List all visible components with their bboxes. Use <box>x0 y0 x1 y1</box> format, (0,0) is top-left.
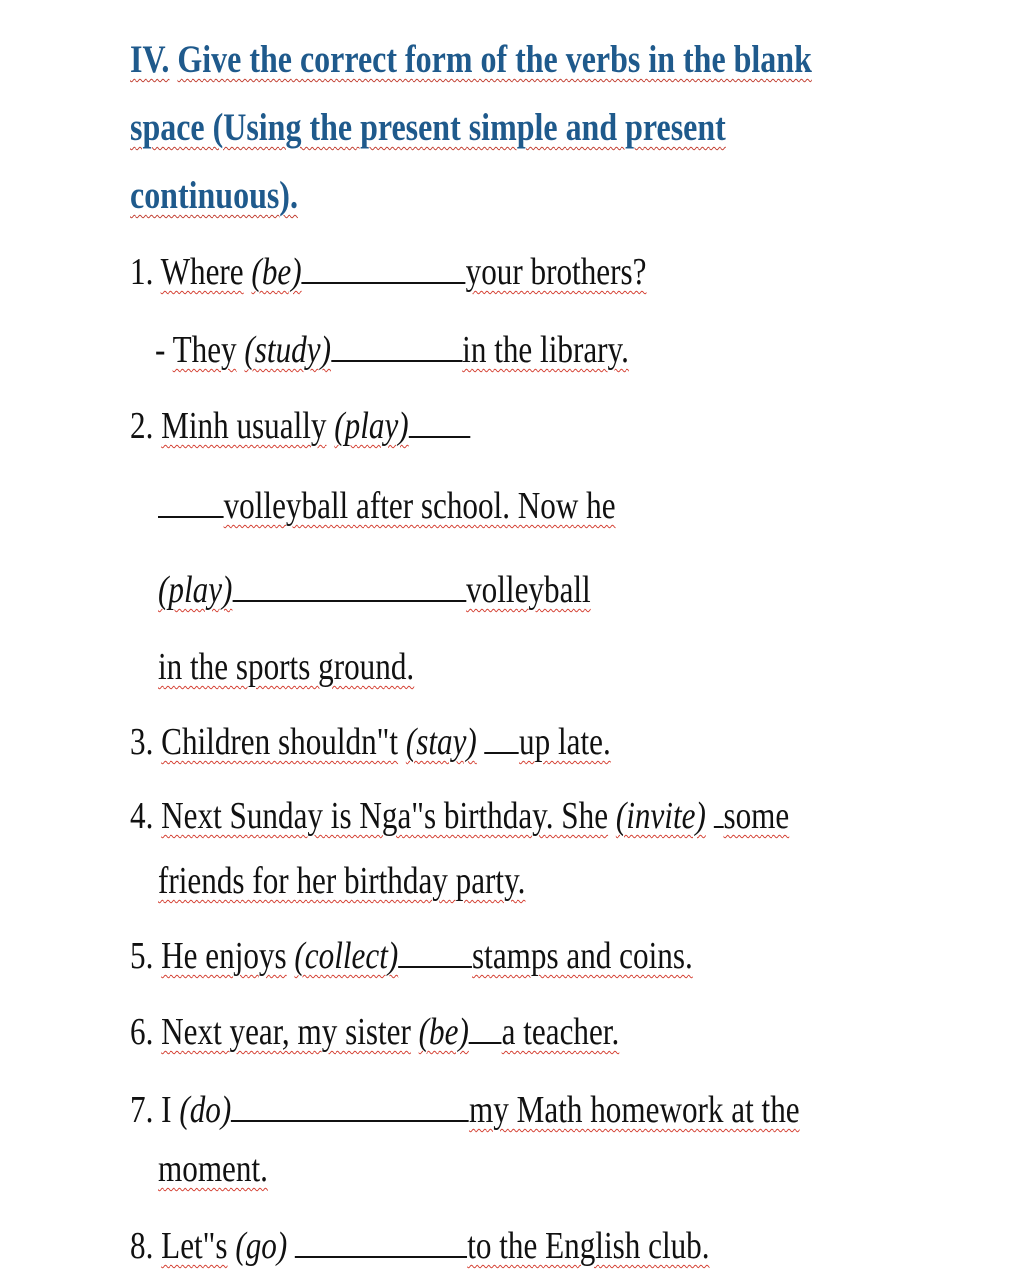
exercise-title-line-3 <box>130 176 298 215</box>
exercise-title-line-1 <box>130 40 812 79</box>
text-segment: some <box>723 795 790 837</box>
text-segment: I <box>161 1089 172 1131</box>
answer-blank-2a-end[interactable] <box>158 486 224 518</box>
question-4 <box>130 796 789 835</box>
text-segment: 8. <box>130 1225 154 1267</box>
text-segment: stamps and coins. <box>472 935 693 977</box>
exercise-title-text: Give the correct form of the verbs in the blank <box>177 38 812 81</box>
question-4-line-2 <box>158 862 525 900</box>
text-segment: 4. <box>130 795 154 837</box>
question-8 <box>130 1226 710 1265</box>
text-segment: space (Using the present simple and present <box>130 106 726 149</box>
answer-blank-4[interactable] <box>714 796 724 828</box>
text-segment: (stay) <box>405 721 477 763</box>
text-segment: (go) <box>235 1225 288 1267</box>
text-segment: (be) <box>418 1011 469 1053</box>
text-segment: They <box>172 329 237 371</box>
text-segment: friends for her birthday party. <box>158 860 526 902</box>
text-segment: (play) <box>334 405 409 447</box>
answer-blank-2b[interactable] <box>232 570 466 602</box>
text-segment: volleyball after school. Now he <box>223 485 616 527</box>
text-segment: a teacher. <box>501 1011 620 1053</box>
text-segment: Next year, my sister <box>161 1011 411 1053</box>
text-segment: 2. <box>130 405 154 447</box>
answer-blank-5[interactable] <box>398 936 472 968</box>
exercise-title-line-2 <box>130 108 726 147</box>
text-segment: continuous). <box>130 174 298 217</box>
answer-blank-1b[interactable] <box>331 330 462 362</box>
text-segment: in the library. <box>462 329 629 371</box>
text-segment: - <box>155 329 166 371</box>
answer-blank-2a-start[interactable] <box>409 406 471 438</box>
text-segment: moment. <box>158 1148 268 1190</box>
text-segment: your brothers? <box>465 251 647 293</box>
question-2-line-2 <box>158 486 616 525</box>
exercise-number: IV. <box>130 38 170 81</box>
text-segment: 5. <box>130 935 154 977</box>
question-1-response <box>155 330 629 369</box>
question-5 <box>130 936 693 975</box>
text-segment: 3. <box>130 721 154 763</box>
answer-blank-6[interactable] <box>469 1012 502 1044</box>
text-segment: Let"s <box>161 1225 228 1267</box>
question-2 <box>130 406 470 445</box>
text-segment: 6. <box>130 1011 154 1053</box>
text-segment: 1. <box>130 251 154 293</box>
text-segment: (invite) <box>615 795 706 837</box>
text-segment: (study) <box>244 329 331 371</box>
text-segment: He enjoys <box>161 935 287 977</box>
text-segment: volleyball <box>466 569 591 611</box>
question-7-line-2 <box>158 1150 268 1188</box>
answer-blank-8[interactable] <box>295 1226 467 1258</box>
question-1 <box>130 252 646 291</box>
answer-blank-3[interactable] <box>485 722 519 754</box>
answer-blank-7[interactable] <box>231 1090 469 1122</box>
text-segment: to the English club. <box>467 1225 710 1267</box>
text-segment: Where <box>160 251 244 293</box>
question-2-line-4 <box>158 648 414 686</box>
text-segment: in the sports ground. <box>158 646 415 688</box>
text-segment: up late. <box>519 721 611 763</box>
text-segment: (play) <box>158 569 233 611</box>
text-segment: 7. <box>130 1089 154 1131</box>
text-segment: Next Sunday is Nga"s birthday. She <box>161 795 609 837</box>
text-segment: my Math homework at the <box>469 1089 800 1131</box>
text-segment: Children shouldn"t <box>161 721 399 763</box>
question-6 <box>130 1012 619 1051</box>
text-segment: Minh usually <box>161 405 327 447</box>
question-2-line-3 <box>158 570 591 609</box>
question-3 <box>130 722 611 761</box>
question-7 <box>130 1090 800 1129</box>
text-segment: (do) <box>179 1089 232 1131</box>
text-segment: (collect) <box>294 935 399 977</box>
text-segment: (be) <box>251 251 302 293</box>
answer-blank-1[interactable] <box>302 252 466 284</box>
